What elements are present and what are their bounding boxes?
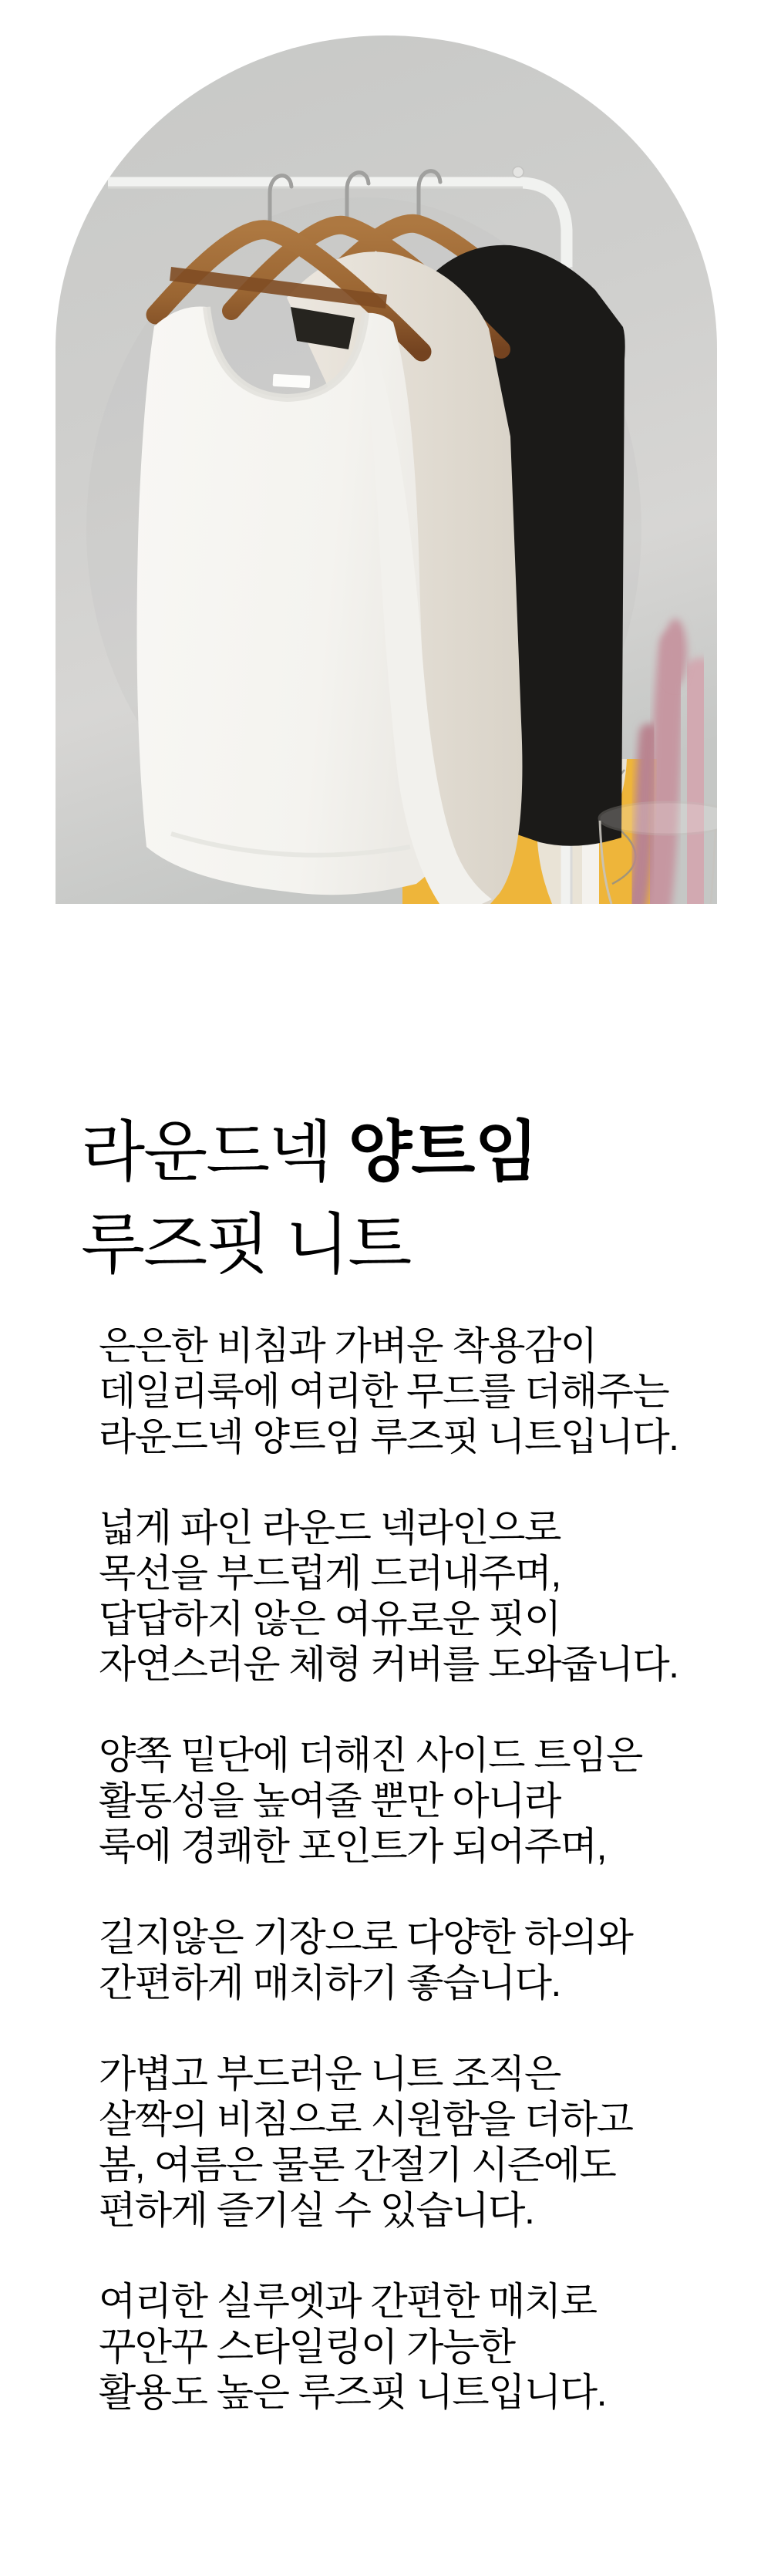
description-line: 가볍고 부드러운 니트 조직은 (99, 2052, 561, 2096)
description-line: 목선을 부드럽게 드러내주며, (99, 1552, 561, 1595)
pampas-tip (664, 619, 687, 686)
description-line: 여리한 실루엣과 간편한 매치로 (99, 2280, 597, 2323)
description-line: 길지않은 기장으로 다양한 하의와 (99, 1916, 633, 1959)
description-line: 간편하게 매치하기 좋습니다. (99, 1961, 561, 2004)
description-line: 라운드넥 양트임 루즈핏 니트입니다. (99, 1415, 678, 1458)
rack-finial (513, 167, 524, 177)
pampas-plume-right (691, 676, 700, 904)
product-detail-page (0, 35, 771, 2576)
description-line: 데일리룩에 여리한 무드를 더해주는 (99, 1370, 669, 1413)
description-paragraph-2 (99, 1505, 771, 1688)
description-paragraph-1 (99, 1323, 771, 1460)
description-line: 자연스러운 체형 커버를 도와줍니다. (99, 1643, 678, 1686)
product-description (99, 1323, 771, 2416)
product-title-regular-text: 라운드넥 (81, 1115, 348, 1189)
description-line: 은은한 비침과 가벼운 착용감이 (99, 1324, 597, 1367)
description-paragraph-4 (99, 1915, 771, 2006)
product-title (81, 1106, 771, 1291)
product-title-line1 (81, 1106, 771, 1199)
description-line: 활용도 높은 루즈핏 니트입니다. (99, 2371, 606, 2414)
description-line: 룩에 경쾌한 포인트가 되어주며, (99, 1825, 606, 1868)
description-line: 활동성을 높여줄 뿐만 아니라 (99, 1779, 561, 1822)
description-line: 살짝의 비침으로 시원함을 더하고 (99, 2098, 633, 2141)
description-line: 넓게 파인 라운드 넥라인으로 (99, 1506, 561, 1549)
description-line: 봄, 여름은 물론 간절기 시즌에도 (99, 2143, 616, 2187)
description-line: 편하게 즐기실 수 있습니다. (99, 2189, 534, 2232)
product-photo-illustration (56, 35, 717, 904)
description-line: 꾸안꾸 스타일링이 가능한 (99, 2325, 515, 2369)
product-photo (56, 35, 717, 904)
product-title-line2: 루즈핏 니트 (81, 1208, 411, 1282)
description-line: 양쪽 밑단에 더해진 사이드 트임은 (99, 1734, 642, 1777)
description-paragraph-3 (99, 1733, 771, 1870)
description-paragraph-6 (99, 2279, 771, 2416)
product-title-bold-text: 양트임 (348, 1115, 538, 1189)
description-line: 답답하지 않은 여유로운 핏이 (99, 1597, 561, 1640)
description-paragraph-5 (99, 2052, 771, 2234)
care-label (273, 374, 311, 388)
